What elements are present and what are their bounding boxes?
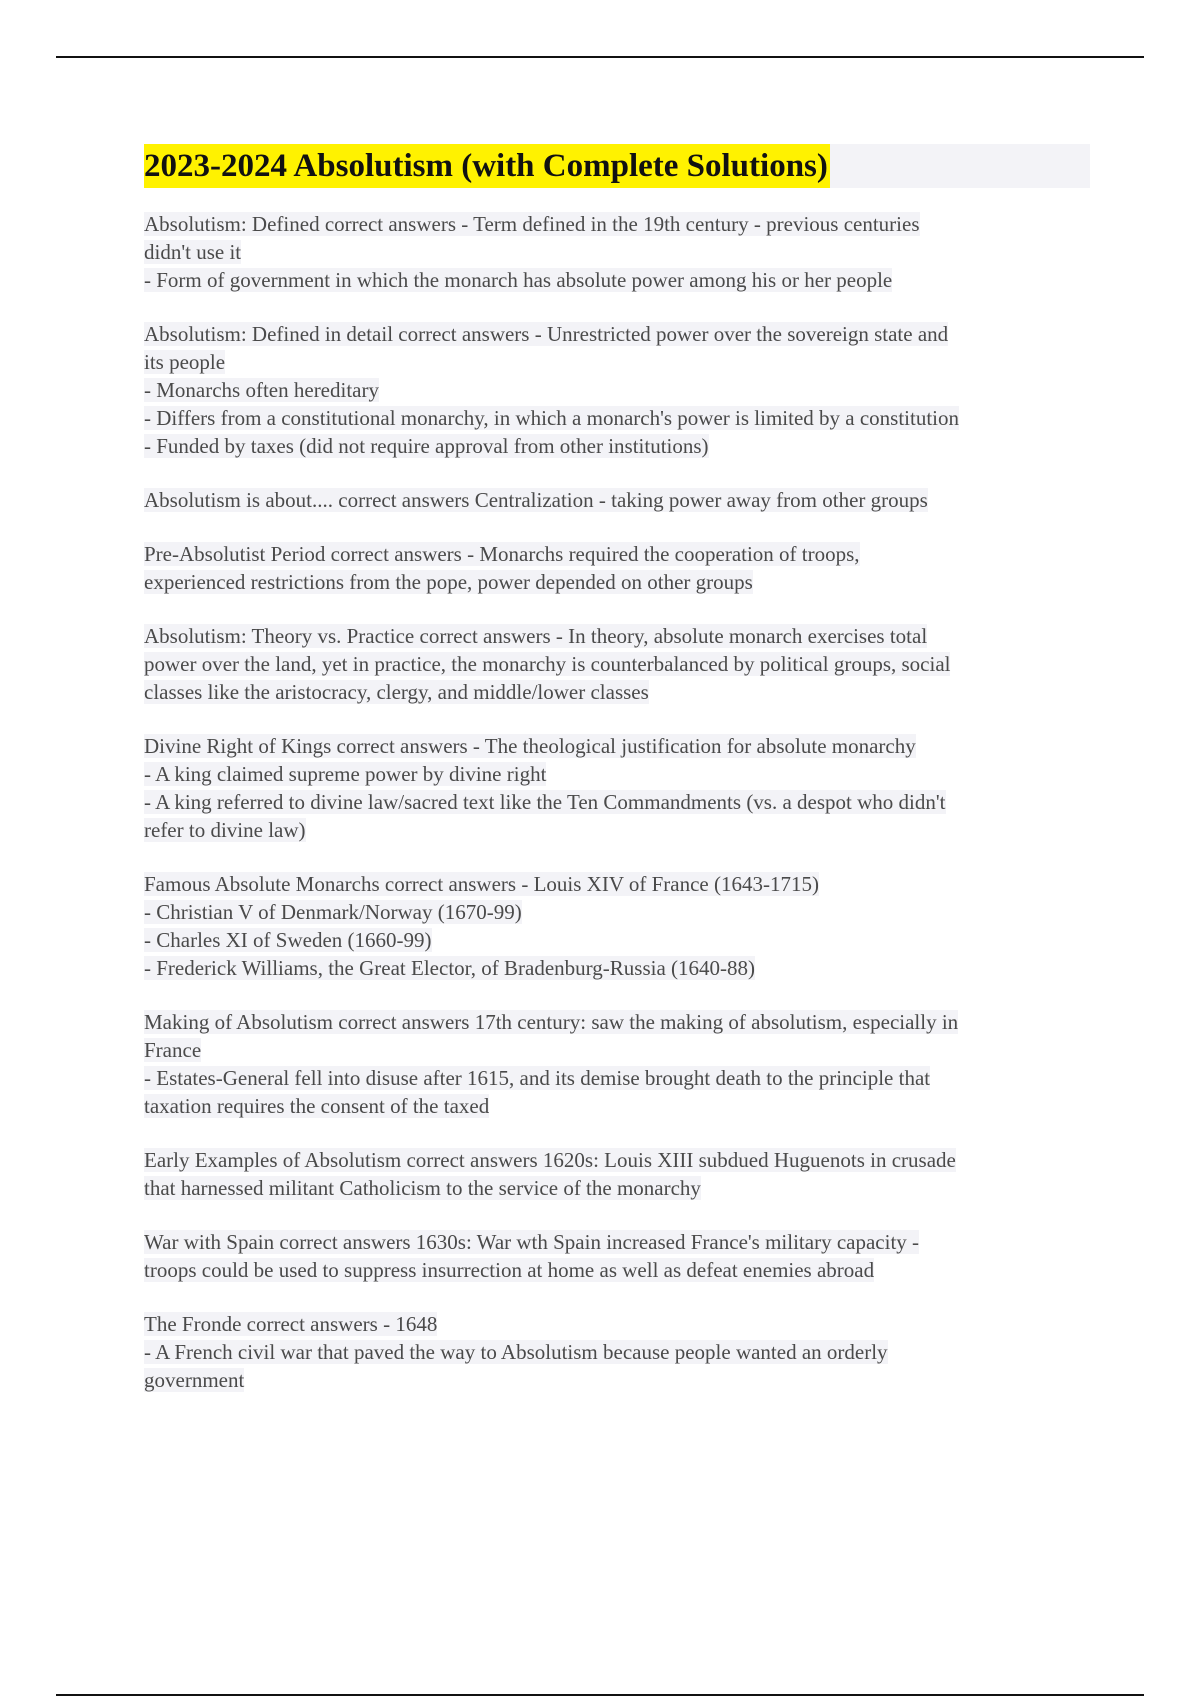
qa-line [144, 788, 1090, 816]
qa-line [144, 210, 1090, 238]
qa-line-text: its people [144, 350, 226, 374]
qa-entry [144, 1146, 1090, 1202]
qa-line-text: didn't use it [144, 240, 242, 264]
qa-line [144, 266, 1090, 294]
qa-entry [144, 1310, 1090, 1394]
qa-line-text: - A French civil war that paved the way to Absolutism because people wanted an orderly [144, 1340, 888, 1364]
qa-line-text: - Frederick Williams, the Great Elector, of Bradenburg-Russia (1640-88) [144, 956, 756, 980]
qa-line-text: Absolutism: Theory vs. Practice correct answers - In theory, absolute monarch exercises total [144, 624, 928, 648]
qa-entry [144, 540, 1090, 596]
qa-line-text: troops could be used to suppress insurrection at home as well as defeat enemies abroad [144, 1258, 875, 1282]
qa-line-text: Divine Right of Kings correct answers - The theological justification for absolute monarchy [144, 734, 916, 758]
qa-line [144, 1256, 1090, 1284]
qa-line-text: - Form of government in which the monarch has absolute power among his or her people [144, 268, 893, 292]
qa-line [144, 348, 1090, 376]
qa-entry [144, 320, 1090, 460]
qa-line [144, 486, 1090, 514]
qa-line-text: Early Examples of Absolutism correct answers 1620s: Louis XIII subdued Huguenots in crusade [144, 1148, 956, 1172]
qa-line-text: - Christian V of Denmark/Norway (1670-99) [144, 900, 522, 924]
qa-line-text: classes like the aristocracy, clergy, and middle/lower classes [144, 680, 649, 704]
qa-line [144, 954, 1090, 982]
qa-line [144, 1366, 1090, 1394]
qa-line-text: that harnessed militant Catholicism to the service of the monarchy [144, 1176, 701, 1200]
qa-line-text: Absolutism is about.... correct answers Centralization - taking power away from other groups [144, 488, 928, 512]
qa-entry [144, 1228, 1090, 1284]
qa-line [144, 926, 1090, 954]
qa-line-text: Famous Absolute Monarchs correct answers - Louis XIV of France (1643-1715) [144, 872, 819, 896]
qa-entry [144, 486, 1090, 514]
qa-line-text: - Charles XI of Sweden (1660-99) [144, 928, 432, 952]
qa-line [144, 1036, 1090, 1064]
qa-entry [144, 622, 1090, 706]
title-block [144, 144, 1090, 188]
qa-line-text: power over the land, yet in practice, the monarchy is counterbalanced by political groups, social [144, 652, 951, 676]
qa-line [144, 1064, 1090, 1092]
qa-line [144, 1146, 1090, 1174]
qa-line [144, 870, 1090, 898]
qa-line [144, 622, 1090, 650]
qa-entry [144, 210, 1090, 294]
qa-line [144, 376, 1090, 404]
qa-line-text: refer to divine law) [144, 818, 306, 842]
qa-line-text: Pre-Absolutist Period correct answers - Monarchs required the cooperation of troops, [144, 542, 860, 566]
qa-line-text: - A king claimed supreme power by divine right [144, 762, 547, 786]
qa-line [144, 1338, 1090, 1366]
qa-line-text: Making of Absolutism correct answers 17th century: saw the making of absolutism, especially in [144, 1010, 959, 1034]
qa-line-text: - Differs from a constitutional monarchy, in which a monarch's power is limited by a constitution [144, 406, 960, 430]
qa-line-text: taxation requires the consent of the taxed [144, 1094, 490, 1118]
qa-line-text: - Estates-General fell into disuse after 1615, and its demise brought death to the principle that [144, 1066, 931, 1090]
qa-line [144, 1008, 1090, 1036]
qa-line-text: - Monarchs often hereditary [144, 378, 379, 402]
qa-line [144, 1092, 1090, 1120]
qa-line [144, 540, 1090, 568]
qa-line [144, 1228, 1090, 1256]
qa-line-text: The Fronde correct answers - 1648 [144, 1312, 438, 1336]
qa-entry [144, 870, 1090, 982]
qa-entry [144, 732, 1090, 844]
qa-line [144, 732, 1090, 760]
qa-line [144, 678, 1090, 706]
qa-line [144, 898, 1090, 926]
top-rule [56, 56, 1144, 58]
qa-line [144, 238, 1090, 266]
qa-line [144, 1310, 1090, 1338]
qa-line [144, 1174, 1090, 1202]
bottom-rule [56, 1694, 1144, 1696]
qa-line-text: experienced restrictions from the pope, power depended on other groups [144, 570, 753, 594]
qa-entry [144, 1008, 1090, 1120]
qa-list [144, 210, 1090, 1394]
qa-line-text: Absolutism: Defined correct answers - Term defined in the 19th century - previous centuries [144, 212, 920, 236]
qa-line [144, 650, 1090, 678]
qa-line-text: Absolutism: Defined in detail correct answers - Unrestricted power over the sovereign state and [144, 322, 949, 346]
qa-line [144, 816, 1090, 844]
qa-line [144, 568, 1090, 596]
qa-line [144, 320, 1090, 348]
document-title: 2023-2024 Absolutism (with Complete Solutions) [144, 144, 830, 188]
qa-line-text: - Funded by taxes (did not require approval from other institutions) [144, 434, 709, 458]
document-body [144, 144, 1090, 1420]
qa-line-text: government [144, 1368, 245, 1392]
qa-line [144, 404, 1090, 432]
qa-line-text: War with Spain correct answers 1630s: War wth Spain increased France's military capacity - [144, 1230, 920, 1254]
qa-line [144, 760, 1090, 788]
qa-line [144, 432, 1090, 460]
qa-line-text: France [144, 1038, 202, 1062]
qa-line-text: - A king referred to divine law/sacred text like the Ten Commandments (vs. a despot who didn't [144, 790, 946, 814]
